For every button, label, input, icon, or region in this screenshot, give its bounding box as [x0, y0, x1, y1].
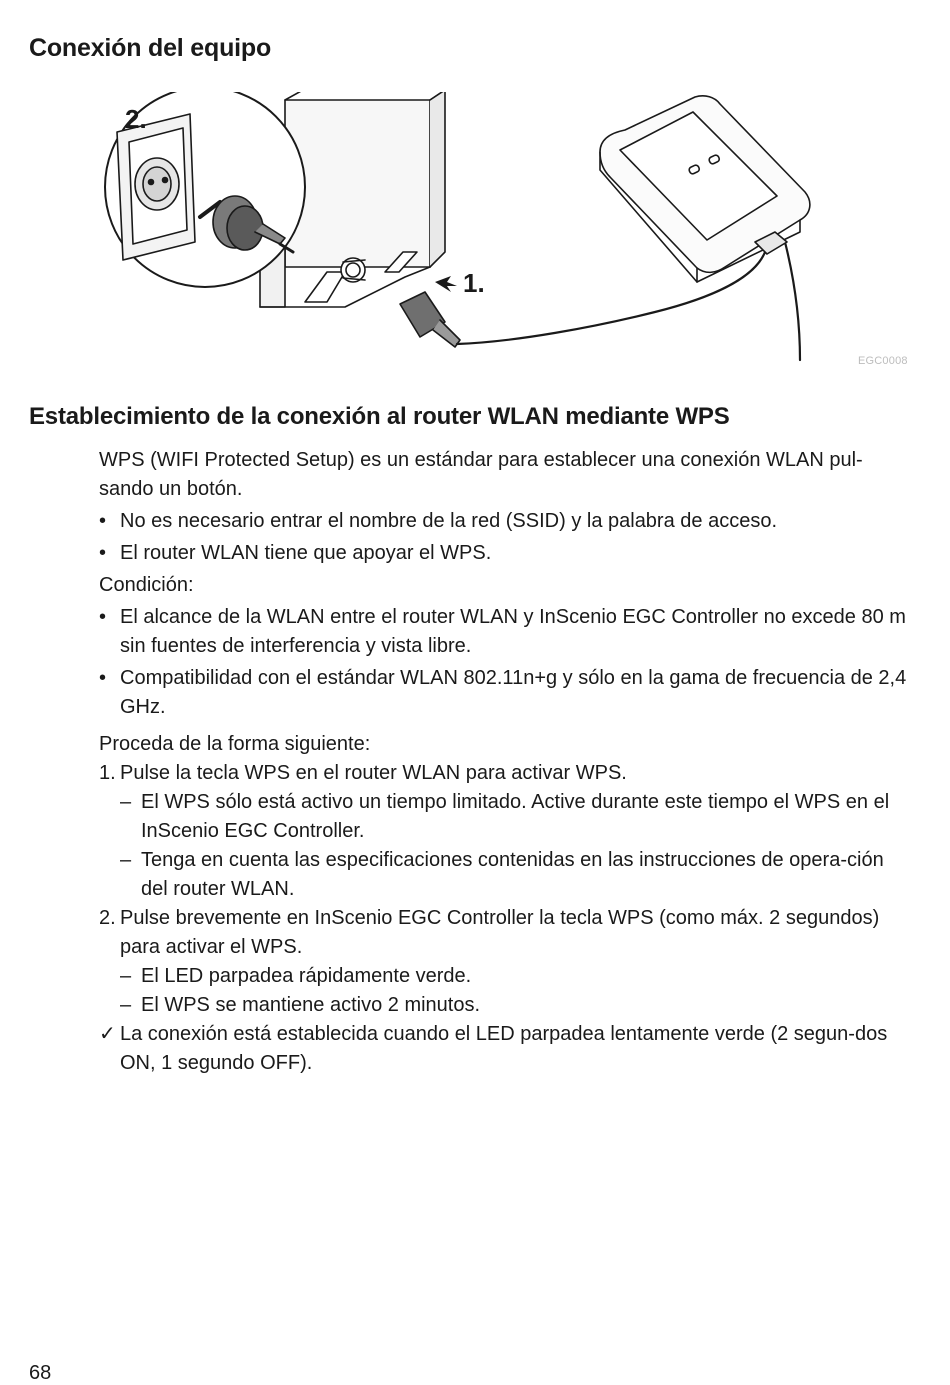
list-item: • El alcance de la WLAN entre el router WLAN y InScenio EGC Controller no excede 80 m sin fuentes de interferencia y vista libre.: [99, 606, 906, 657]
section-title-wps: Establecimiento de la conexión al router WLAN mediante WPS: [29, 403, 730, 430]
list-item: • No es necesario entrar el nombre de la red (SSID) y la palabra de acceso.: [99, 510, 778, 532]
connection-illustration: [95, 92, 825, 362]
page-number: 68: [29, 1362, 52, 1384]
section-title-connection: Conexión del equipo: [29, 34, 272, 62]
router-device: [600, 96, 810, 282]
sub-item: – El WPS sólo está activo un tiempo limitado. Active durante este tiempo el WPS en el InScenio EGC Controller.: [120, 791, 890, 842]
step-1-label: 1.: [463, 268, 485, 298]
list-item: • Compatibilidad con el estándar WLAN 802.11n+g y sólo en la gama de frecuencia de 2,4 GHz.: [99, 667, 907, 718]
sub-item: – Tenga en cuenta las especificaciones contenidas en las instrucciones de opera-ción del router WLAN.: [120, 849, 884, 900]
arrow-icon: [435, 276, 457, 292]
intro-paragraph: WPS (WIFI Protected Setup) es un estándar para establecer una conexión WLAN pul-sando un botón.: [99, 449, 863, 500]
step-2-label: 2.: [125, 104, 147, 134]
list-item: • El router WLAN tiene que apoyar el WPS.: [99, 542, 492, 564]
sub-item: – El WPS se mantiene activo 2 minutos.: [120, 994, 481, 1016]
condition-label: Condición:: [99, 574, 194, 596]
step-item: 1. Pulse la tecla WPS en el router WLAN para activar WPS.: [99, 762, 627, 784]
step-item: 2. Pulse brevemente en InScenio EGC Controller la tecla WPS (como máx. 2 segundos) para activar el WPS.: [99, 907, 880, 958]
wps-instructions: [99, 446, 914, 1078]
sub-item: – El LED parpadea rápidamente verde.: [120, 965, 472, 987]
result-item: ✓ La conexión está establecida cuando el LED parpadea lentamente verde (2 segun-dos ON, 1 segundo OFF).: [99, 1020, 914, 1078]
cable-connector: [400, 242, 800, 360]
procedure-label: Proceda de la forma siguiente:: [99, 733, 371, 755]
figure-code: EGC0008: [858, 355, 908, 367]
checkmark-icon: ✓: [99, 1023, 116, 1045]
